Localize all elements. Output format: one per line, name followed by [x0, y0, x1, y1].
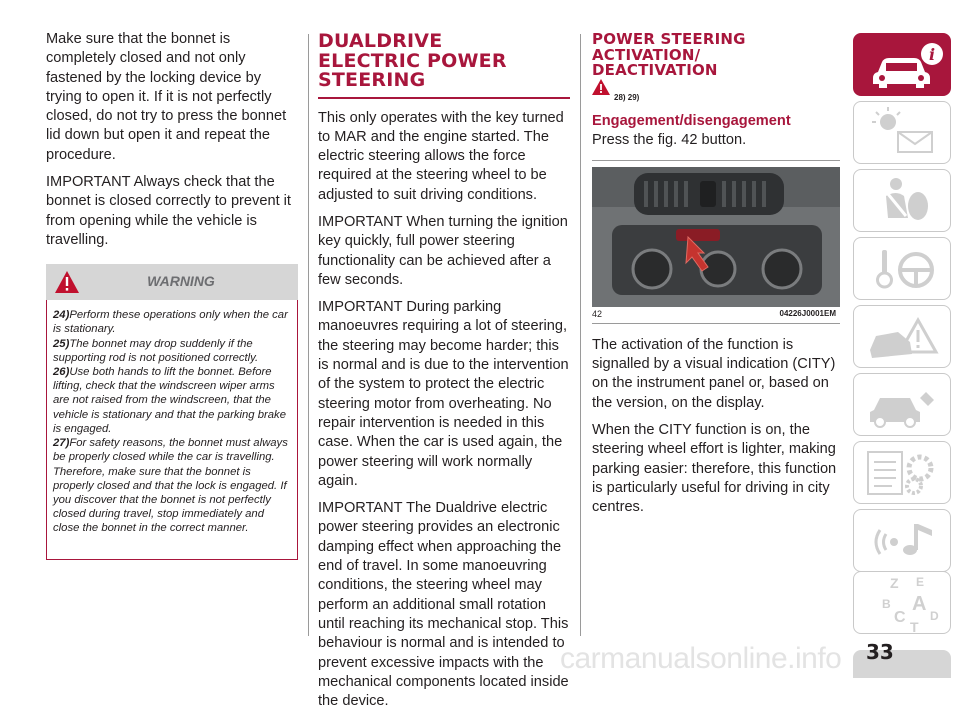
warning-item [53, 436, 291, 535]
column-divider [580, 34, 581, 636]
steering-paragraph-2: IMPORTANT When turning the ignition key quickly, full power steering functionality can be achieved after a few seconds. [318, 213, 568, 288]
figure-number: 42 [592, 308, 603, 319]
index-letter: T [910, 619, 919, 635]
left-column [46, 30, 298, 560]
warning-item [53, 365, 291, 436]
warning-header [46, 264, 298, 300]
lights-envelope-icon [854, 102, 952, 165]
warning-references: 28) 29) [614, 92, 640, 102]
sidebar-tab-multimedia[interactable] [853, 509, 951, 572]
column-divider [308, 34, 309, 636]
dashboard-photo [592, 167, 840, 307]
sidebar-tab-index[interactable] [853, 571, 951, 634]
index-letters-icon [854, 572, 952, 635]
warning-item [53, 308, 291, 336]
title-line: ELECTRIC POWER [318, 49, 507, 72]
index-letter: Z [890, 575, 899, 591]
index-letter: D [930, 609, 939, 623]
bonnet-paragraph-2: IMPORTANT Always check that the bonnet is closed correctly to prevent it from opening while the vehicle is travelling. [46, 174, 291, 248]
media-note-icon [854, 510, 952, 573]
steering-paragraph-4: IMPORTANT The Dualdrive electric power steering provides an electronic damping effect when approaching the end of travel. In some manoeuvring conditions, the steering wheel may perform an additional small rotation until reaching its mechanical stop. This behaviour is normal and is intended to prevent excessive impacts with the mechanical components located inside the device. [318, 500, 569, 710]
subheading: Engagement/disengagement [592, 112, 791, 129]
watermark: carmanualsonline.info [560, 642, 842, 675]
title-line: ACTIVATION/ [592, 45, 701, 64]
warning-item [53, 337, 291, 365]
seatbelt-airbag-icon [854, 170, 952, 233]
sidebar-tab-technical-data[interactable] [853, 441, 951, 504]
page-number: 33 [866, 640, 894, 664]
sidebar-tab-safety[interactable] [853, 169, 951, 232]
sidebar-tab-maintenance[interactable] [853, 373, 951, 436]
warning-text: For safety reasons, the bonnet must always be properly closed while the car is travelling. Therefore, make sure that the bonnet is properly closed and that the lock is engaged. If you discover that the bonnet is not perfectly closed during travel, stop immediately and close the bonnet in the correct manner. [53, 437, 288, 535]
steering-paragraph-3: IMPORTANT During parking manoeuvres requiring a lot of steering, the steering may become harder; this is normal and is due to the intervention of the system to protect the electric steering motor from overheating. No repair intervention is needed in this case. When the car is used again, the power steering will work normally again. [318, 299, 569, 489]
section-title [318, 32, 570, 91]
sidebar-tab-emergency[interactable] [853, 305, 951, 368]
activation-paragraph: The activation of the function is signalled by a visual indication (CITY) on the instrument panel or, based on the version, on the display. [592, 336, 836, 411]
warning-number: 26) [53, 366, 70, 379]
warning-number: 25) [53, 337, 70, 350]
warning-refs [592, 89, 844, 105]
warning-number: 27) [53, 437, 70, 450]
steering-paragraph-1: This only operates with the key turned to MAR and the engine started. The electric steering allows the force required at the steering wheel to be adjusted to suit driving conditions. [318, 109, 564, 203]
middle-column [318, 30, 570, 719]
svg-text:i: i [929, 45, 936, 64]
warning-text: The bonnet may drop suddenly if the supporting rod is not positioned correctly. [53, 337, 259, 364]
key-steering-wheel-icon [854, 238, 952, 301]
warning-triangle-icon [592, 79, 610, 95]
city-paragraph: When the CITY function is on, the steering wheel effort is lighter, making parking easier: therefore, this function is particularly useful for driving in city centres. [592, 421, 837, 516]
specs-gear-icon [854, 442, 952, 505]
warning-text: Use both hands to lift the bonnet. Before lifting, check that the windscreen wiper arms are not raised from the windscreen, that the vehicle is stationary and that the parking brake is engaged. [53, 366, 286, 435]
sidebar-tab-car-info[interactable] [853, 33, 951, 96]
warning-box [46, 300, 298, 560]
sidebar-tab-starting[interactable] [853, 237, 951, 300]
warning-number: 24) [53, 309, 70, 322]
index-letter: B [882, 597, 891, 611]
warning-title: WARNING [147, 273, 215, 290]
car-info-icon [854, 34, 952, 97]
index-letter: E [916, 575, 925, 589]
figure-code: 04226J0001EM [779, 308, 836, 318]
title-underline [318, 97, 570, 99]
section-title [592, 32, 844, 79]
index-letter: A [912, 593, 927, 615]
title-line: STEERING [318, 69, 426, 91]
warning-text: Perform these operations only when the car is stationary. [53, 309, 288, 336]
sidebar-tab-lights[interactable] [853, 101, 951, 164]
car-service-icon [854, 374, 952, 437]
figure-42 [592, 160, 840, 336]
press-button-text: Press the fig. 42 button. [592, 131, 747, 148]
title-line: DUALDRIVE [318, 30, 443, 52]
index-letter: C [894, 609, 906, 626]
title-line: POWER STEERING [592, 30, 746, 48]
bonnet-paragraph-1: Make sure that the bonnet is completely closed and not only fastened by the locking device by trying to open it. If it is not perfectly closed, do not try to press the bonnet lid down but open it and repeat the procedure. [46, 31, 287, 163]
right-column [592, 30, 844, 525]
figure-rule [592, 323, 840, 324]
car-accident-icon [854, 306, 952, 369]
title-line: DEACTIVATION [592, 61, 718, 79]
